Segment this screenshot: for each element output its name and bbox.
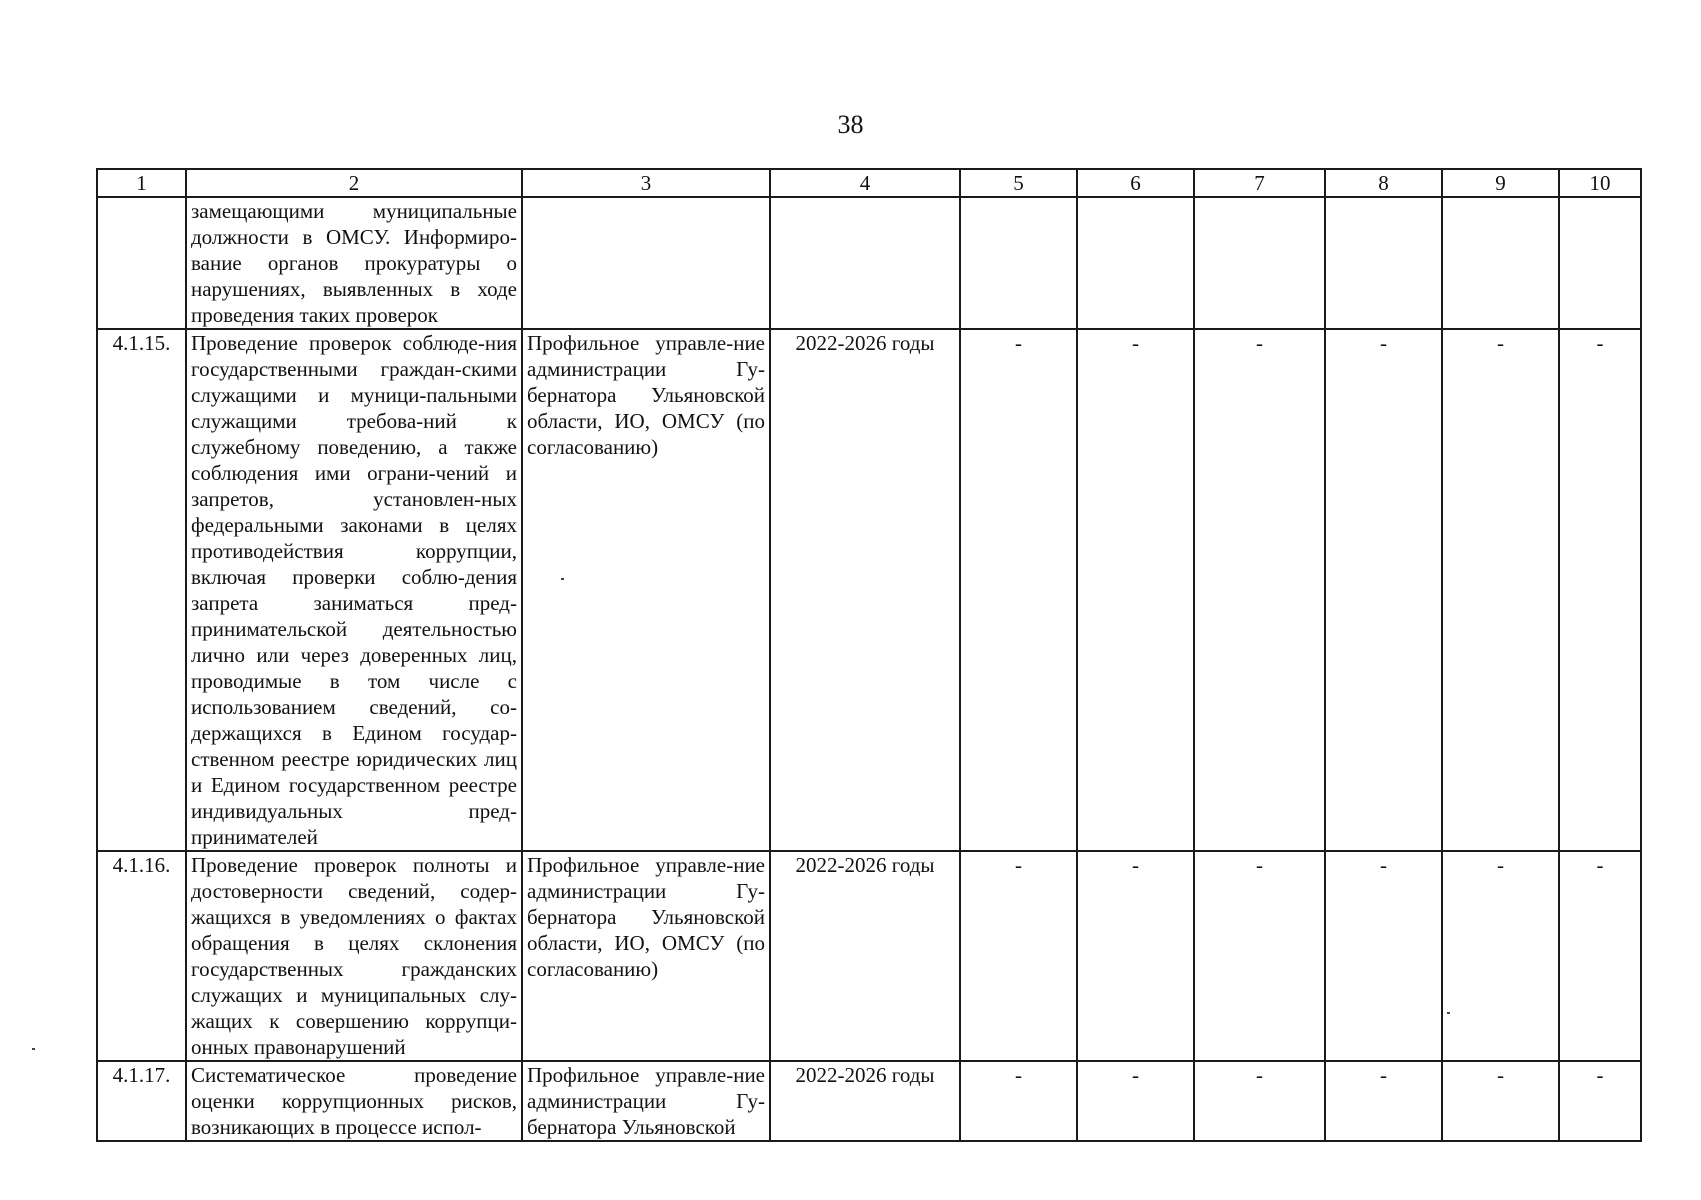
row-number: 4.1.15.	[97, 329, 186, 851]
row-executor	[522, 197, 770, 329]
row-value-7: -	[1194, 329, 1325, 851]
row-value-7: -	[1194, 851, 1325, 1061]
row-value-5	[960, 197, 1077, 329]
row-value-10: -	[1559, 851, 1641, 1061]
activities-table	[96, 168, 1642, 1142]
executor-text: Профильное управле-ние администрации Гу-бернатора Ульяновской области, ИО, ОМСУ (по согласованию)	[527, 853, 765, 981]
row-description	[186, 851, 522, 1061]
page-number: 38	[837, 110, 864, 139]
row-term: 2022-2026 годы	[770, 851, 960, 1061]
row-executor	[522, 851, 770, 1061]
table-row	[97, 851, 1641, 1061]
header-cell-7: 7	[1194, 169, 1325, 197]
description-text: Проведение проверок соблюде-ния государственными граждан-скими служащими и муници-пальными служащими требова-ний к служебному поведению, а также соблюдения ими ограни-чений и запретов, установлен-ных федеральными законами в целях противодействия коррупции, включая проверки соблю-дения запрета заниматься пред-принимательской деятельностью лично или через доверенных лиц, проводимые в том числе с использованием сведений, со-держащихся в Едином государ-ственном реестре юридических лиц и Едином государственном реестре индивидуальных пред-принимателей	[191, 331, 517, 849]
row-value-6	[1077, 197, 1194, 329]
header-cell-4: 4	[770, 169, 960, 197]
row-value-6: -	[1077, 851, 1194, 1061]
table-row	[97, 197, 1641, 329]
description-text: Проведение проверок полноты и достоверности сведений, содер-жащихся в уведомлениях о фактах обращения в целях склонения государственных гражданских служащих и муниципальных слу-жащих к совершению коррупци-онных правонарушений	[191, 853, 517, 1059]
row-value-7	[1194, 197, 1325, 329]
row-value-10	[1559, 197, 1641, 329]
table-row	[97, 1061, 1641, 1141]
row-number: 4.1.16.	[97, 851, 186, 1061]
row-value-8: -	[1325, 329, 1442, 851]
header-cell-6: 6	[1077, 169, 1194, 197]
row-value-8: -	[1325, 851, 1442, 1061]
executor-text: Профильное управле-ние администрации Гу-бернатора Ульяновской	[527, 1063, 765, 1139]
row-description	[186, 1061, 522, 1141]
row-value-10: -	[1559, 329, 1641, 851]
row-number	[97, 197, 186, 329]
row-value-5: -	[960, 329, 1077, 851]
header-cell-1: 1	[97, 169, 186, 197]
row-value-5: -	[960, 851, 1077, 1061]
scan-speck	[32, 1048, 35, 1050]
row-value-8	[1325, 197, 1442, 329]
row-value-10: -	[1559, 1061, 1641, 1141]
row-term: 2022-2026 годы	[770, 1061, 960, 1141]
scan-speck	[561, 578, 564, 580]
row-value-9	[1442, 197, 1559, 329]
table-row	[97, 329, 1641, 851]
row-value-9: -	[1442, 329, 1559, 851]
row-value-6: -	[1077, 329, 1194, 851]
header-cell-9: 9	[1442, 169, 1559, 197]
row-value-9: -	[1442, 851, 1559, 1061]
description-text: Систематическое проведение оценки коррупционных рисков, возникающих в процессе испол-	[191, 1063, 517, 1139]
header-cell-10: 10	[1559, 169, 1641, 197]
row-value-8: -	[1325, 1061, 1442, 1141]
row-term: 2022-2026 годы	[770, 329, 960, 851]
row-description	[186, 197, 522, 329]
row-value-9: -	[1442, 1061, 1559, 1141]
header-cell-5: 5	[960, 169, 1077, 197]
scan-speck	[1447, 1012, 1450, 1014]
description-text: замещающими муниципальные должности в ОМСУ. Информиро-вание органов прокуратуры о нарушениях, выявленных в ходе проведения таких проверок	[191, 199, 517, 327]
row-executor	[522, 1061, 770, 1141]
header-cell-2: 2	[186, 169, 522, 197]
header-row	[97, 169, 1641, 197]
row-value-6: -	[1077, 1061, 1194, 1141]
row-value-5: -	[960, 1061, 1077, 1141]
executor-text: Профильное управле-ние администрации Гу-бернатора Ульяновской области, ИО, ОМСУ (по согласованию)	[527, 331, 765, 459]
header-cell-3: 3	[522, 169, 770, 197]
row-executor	[522, 329, 770, 851]
header-cell-8: 8	[1325, 169, 1442, 197]
row-description	[186, 329, 522, 851]
row-term	[770, 197, 960, 329]
row-number: 4.1.17.	[97, 1061, 186, 1141]
row-value-7: -	[1194, 1061, 1325, 1141]
